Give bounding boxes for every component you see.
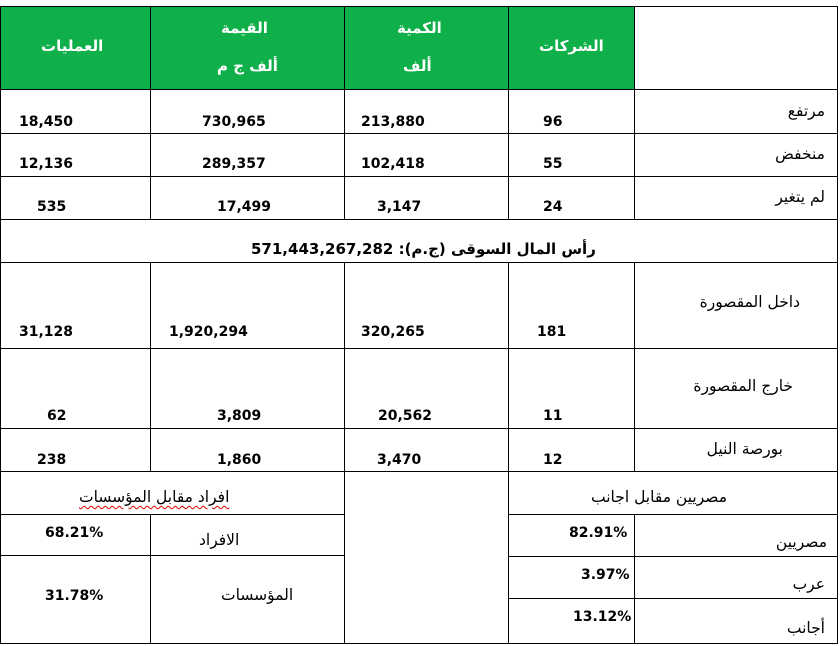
individuals-value: 31.78% xyxy=(45,588,104,604)
header-quantity-cell xyxy=(344,6,509,90)
egyptians-vs-foreigners-title-cell xyxy=(508,471,838,515)
down-quantity: 102,418 xyxy=(361,156,425,172)
cell-quantity xyxy=(344,133,509,177)
cell-value xyxy=(150,262,345,349)
nile-value: 1,860 xyxy=(217,452,262,468)
individuals-vs-institutions-title-cell xyxy=(0,471,345,515)
table-row-up xyxy=(0,89,838,134)
main-market-label: داخل المقصورة xyxy=(699,293,800,311)
header-quantity-line1: الكمية xyxy=(397,19,442,37)
cell-quantity xyxy=(344,89,509,134)
header-operations: العمليات xyxy=(41,37,104,55)
cell-ops xyxy=(0,428,151,472)
unchanged-operations: 535 xyxy=(37,199,67,215)
header-quantity-line2: ألف xyxy=(403,57,432,75)
cell-value xyxy=(150,89,345,134)
cell-quantity xyxy=(344,262,509,349)
cell-value xyxy=(150,133,345,177)
individuals-vs-institutions-title: افراد مقابل المؤسسات xyxy=(79,488,230,506)
arabs-value-cell xyxy=(508,556,635,599)
foreigners-label: أجانب xyxy=(786,619,825,637)
table-row-nile-exchange xyxy=(0,428,838,472)
up-label: مرتفع xyxy=(787,102,825,120)
arabs-value: 3.97% xyxy=(581,567,630,583)
egyptians-vs-foreigners-title: مصريين مقابل اجانب xyxy=(591,488,728,506)
cell-label xyxy=(634,262,838,349)
header-value-cell xyxy=(150,6,345,90)
down-value: 289,357 xyxy=(202,156,266,172)
header-value-line2: ألف ج م xyxy=(217,57,278,75)
nile-companies: 12 xyxy=(543,452,563,468)
institutions-label-cell xyxy=(150,514,345,556)
market-cap-row xyxy=(0,219,838,263)
cell-ops xyxy=(0,133,151,177)
table-row-off-market xyxy=(0,348,838,429)
cell-value xyxy=(150,348,345,429)
table-row-unchanged xyxy=(0,176,838,220)
off-market-operations: 62 xyxy=(47,408,67,424)
cell-companies xyxy=(508,176,635,220)
up-companies: 96 xyxy=(543,114,563,130)
middle-spacer-cell xyxy=(344,471,509,644)
market-cap-text: رأس المال السوقى (ج.م): 571,443,267,282 xyxy=(251,240,596,258)
unchanged-quantity: 3,147 xyxy=(377,199,422,215)
egyptians-label: مصريين xyxy=(775,533,827,551)
unchanged-companies: 24 xyxy=(543,199,563,215)
table-row-down xyxy=(0,133,838,177)
arabs-label-cell xyxy=(634,556,838,599)
down-label: منخفض xyxy=(775,145,825,163)
header-companies: الشركات xyxy=(539,37,604,55)
cell-companies xyxy=(508,428,635,472)
cell-quantity xyxy=(344,348,509,429)
arabs-label: عرب xyxy=(792,575,825,593)
cell-value xyxy=(150,428,345,472)
cell-label xyxy=(634,133,838,177)
cell-quantity xyxy=(344,176,509,220)
cell-companies xyxy=(508,348,635,429)
individuals-value-cell xyxy=(0,555,151,644)
main-market-value: 1,920,294 xyxy=(169,324,248,340)
individuals-label: المؤسسات xyxy=(221,586,294,604)
cell-label xyxy=(634,428,838,472)
egyptians-value: 82.91% xyxy=(569,525,628,541)
cell-quantity xyxy=(344,428,509,472)
foreigners-value-cell xyxy=(508,598,635,644)
main-market-quantity: 320,265 xyxy=(361,324,425,340)
header-operations-cell xyxy=(0,6,151,90)
cell-companies xyxy=(508,133,635,177)
institutions-value-cell xyxy=(0,514,151,556)
egyptians-value-cell xyxy=(508,514,635,557)
down-operations: 12,136 xyxy=(19,156,74,172)
egyptians-label-cell xyxy=(634,514,838,557)
cell-ops xyxy=(0,176,151,220)
cell-label xyxy=(634,348,838,429)
off-market-label: خارج المقصورة xyxy=(693,377,793,395)
table-row-main-market xyxy=(0,262,838,349)
nile-quantity: 3,470 xyxy=(377,452,422,468)
cell-value xyxy=(150,176,345,220)
institutions-label: الافراد xyxy=(199,531,240,549)
header-companies-cell xyxy=(508,6,635,90)
foreigners-value: 13.12% xyxy=(573,609,632,625)
institutions-value: 68.21% xyxy=(45,525,104,541)
cell-companies xyxy=(508,262,635,349)
header-blank-cell xyxy=(634,6,838,90)
individuals-label-cell xyxy=(150,555,345,644)
up-operations: 18,450 xyxy=(19,114,74,130)
unchanged-label: لم يتغير xyxy=(775,188,825,206)
nile-operations: 238 xyxy=(37,452,67,468)
header-value-line1: القيمة xyxy=(221,19,268,37)
off-market-companies: 11 xyxy=(543,408,563,424)
off-market-quantity: 20,562 xyxy=(378,408,433,424)
main-market-operations: 31,128 xyxy=(19,324,74,340)
cell-companies xyxy=(508,89,635,134)
down-companies: 55 xyxy=(543,156,563,172)
foreigners-label-cell xyxy=(634,598,838,644)
unchanged-value: 17,499 xyxy=(217,199,272,215)
nile-label: بورصة النيل xyxy=(706,440,783,458)
main-market-companies: 181 xyxy=(537,324,567,340)
up-value: 730,965 xyxy=(202,114,266,130)
cell-label xyxy=(634,89,838,134)
cell-ops xyxy=(0,348,151,429)
cell-label xyxy=(634,176,838,220)
off-market-value: 3,809 xyxy=(217,408,262,424)
up-quantity: 213,880 xyxy=(361,114,425,130)
cell-ops xyxy=(0,89,151,134)
cell-ops xyxy=(0,262,151,349)
